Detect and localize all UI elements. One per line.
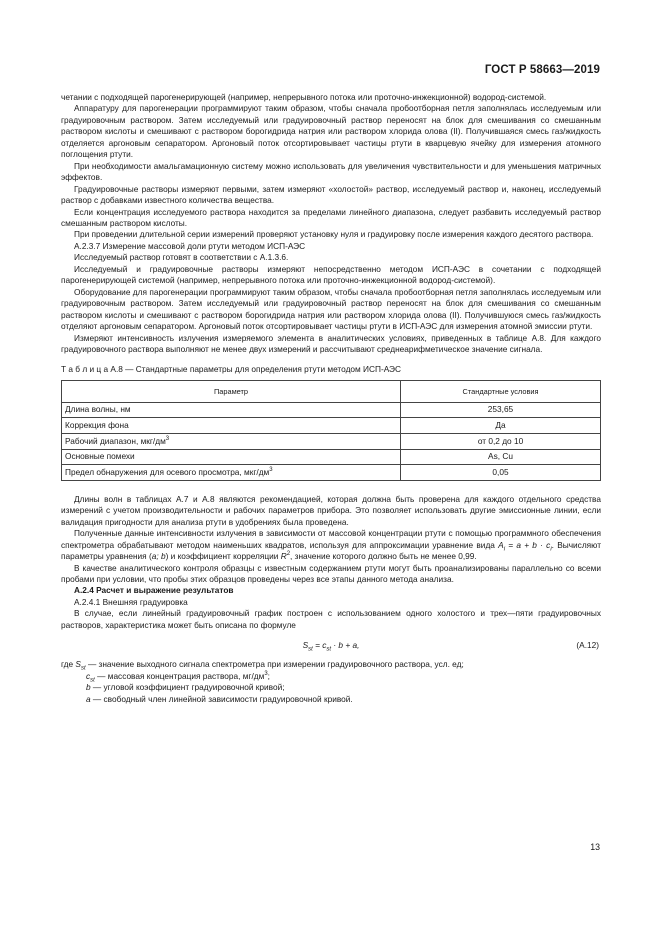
text-run: . Вычисляют параметры уравнения ( [61,539,601,562]
formula-var: S [302,640,309,651]
column-header-parameter: Параметр [62,380,401,402]
text-run: — угловой коэффициент градуировочной кривой; [90,682,285,693]
paragraph: В случае, если линейный градуировочный график построен с использованием одного холостого и трех—пяти градуировочных растворов, характеристика может быть описана по формуле [61,608,601,630]
formula-var: = c [312,640,327,651]
section-heading: А.2.3.7 Измерение массовой доли ртути методом ИСП-АЭС [74,240,306,251]
definition [61,659,601,670]
paragraph: При проведении длительной серии измерений проверяют установку нуля и градуировку после измерения каждого десятого раствора. [74,229,594,240]
parameter-cell [62,465,401,481]
paragraph: Исследуемый раствор готовят в соответствии с А.1.3.6. [74,252,289,263]
formula-expression [61,640,601,651]
definition-sub: st [80,665,86,672]
parameter-cell [62,434,401,450]
table-row [62,402,601,418]
paragraph: Градуировочные растворы измеряют первыми, затем измеряют «холостой» раствор, исследуемый раствор и, наконец, исследуемый раствор с добавками известного количества вещества. [61,183,601,206]
value-cell: Да [401,418,601,434]
parameters-table [61,380,601,481]
formula-sub: st [308,646,313,653]
standard-header: ГОСТ Р 58663—2019 [484,64,600,76]
formula-a12 [61,637,601,659]
definition-var: b [86,682,91,693]
parameter-text: Предел обнаружения для осевого просмотра, мкг/дм [65,466,270,477]
unit-superscript: 3 [165,435,170,442]
section-heading: А.2.4 Расчет и выражение результатов [74,585,234,596]
parameter-cell: Основные помехи [62,449,401,465]
page-number: 13 [590,842,600,852]
page-content [61,92,601,705]
table-caption [61,364,601,375]
equation-params: a; b [151,551,166,562]
paragraph: Если концентрация исследуемого раствора находится за пределами линейного диапазона, следует разбавить исследуемый раствор смешанным раствором кислоты. [61,206,601,228]
correlation-var: R [280,551,287,562]
parameter-cell: Коррекция фона [62,418,401,434]
paragraph [61,528,601,562]
parameter-text: Рабочий диапазон, мкг/дм [65,435,166,446]
definition [61,694,601,705]
equation-rest: = a + b · c [505,539,551,550]
subsection-heading: А.2.4.1 Внешняя градуировка [74,596,188,607]
text-run: — значение выходного сигнала спектрометра при измерении градуировочного раствора, усл. ед; [85,659,464,670]
paragraph: Аппаратуру для парогенерации программируют таким образом, чтобы сначала пробоотборная петля заполнялась исследуемым или градуировочным раствором. Затем исследуемый или градуировочный раствор переносят на блок для смешивания со смешанным раствором кислоты и смешивают с раствором борогидрида натрия или раствором хлорида олова (II). Получившаяся смесь газ/жидкость отделяется аргоновым сепаратором. Аргоновый поток отсортировывает частицы ртути в кварцевую ячейку для измерения атомного поглощения ртути. [61,103,601,160]
equation-sub: i [503,546,506,553]
table-row [62,418,601,434]
equation-sub: i [550,546,552,553]
value-cell: от 0,2 до 10 [401,434,601,450]
text-run: ; [267,670,270,681]
definition-var: S [75,659,81,670]
paragraph: Исследуемый и градуировочные растворы измеряют непосредственно методом ИСП-АЭС в сочетании с подходящей парогенерирующей системой (например, непрерывного потока или проточно-инжекционной водород-системой). [61,263,601,286]
equation-var: A [498,539,504,550]
value-cell: 253,65 [401,402,601,418]
paragraph: При необходимости амальгамационную систему можно использовать для увеличения чувствительности и для уменьшения матричных эффектов. [61,160,601,183]
value-cell: As, Cu [401,449,601,465]
table-row [62,434,601,450]
text-run: ) и коэффициент корреляции [165,551,281,562]
table-row [62,449,601,465]
definition [61,682,601,693]
formula-var: · b + a, [331,640,360,651]
value-cell: 0,05 [401,465,601,481]
column-header-conditions: Стандартные условия [401,380,601,402]
definition [61,671,601,682]
parameter-cell: Длина волны, нм [62,402,401,418]
paragraph: Измеряют интенсивность излучения измеряемого элемента в аналитических условиях, приведенных в таблице А.8. Для каждого градуировочного раствора выполняют не менее двух измерений и рассчитывают среднеарифметическое значение сигнала. [61,332,601,354]
paragraph: Длины волн в таблицах А.7 и А.8 являются рекомендацией, которая должна быть проверена для каждого отдельного средства измерений с учетом производительности и рабочих параметров прибора. Это позволяет использовать другие эмиссионные линии, если валидация пригодности для анализа ртути в удобрениях была проведена. [61,493,601,527]
table-header-row [62,380,601,402]
correlation-sup: 2 [286,551,291,558]
unit-superscript: 3 [269,467,273,474]
text-run: Полученные данные интенсивности излучения в зависимости от массовой концентрации ртути с помощью программного обеспечения спектрометра обрабатывают методом наименьших квадратов, используя для аппроксимации уравнение вида [61,528,601,550]
definition-var: a [86,693,91,704]
definition-var: c [86,670,91,681]
paragraph: четании с подходящей парогенерирующей (например, непрерывного потока или проточно-инжекционной) водород-системой. [61,92,547,102]
paragraph: В качестве аналитического контроля образцы с известным содержанием ртути могут быть проанализированы параллельно со всеми пробами при условии, что пробы этих образцов проведены через все этапы данного метода анализа. [61,562,601,585]
formula-number: (А.12) [576,640,599,651]
paragraph: Оборудование для парогенерации программируют таким образом, чтобы сначала пробоотборная петля заполнялась исследуемым или градуировочным раствором. Затем исследуемый или градуировочный раствор переносят на блок для смешивания со смешанным раствором кислоты и смешивают с раствором борогидрида натрия или раствором хлорида олова (II). Получившуюся смесь газ/жидкость отделяют аргоновым сепаратором. Аргоновый поток отсортировывает частицы ртути в ИСП-АЭС для измерения атомной эмиссии ртути. [61,286,601,332]
table-row [62,465,601,481]
text-run: — массовая концентрация раствора, мг/дм [94,670,265,681]
formula-sub: st [326,646,332,653]
text-run: , значение которого должно быть не менее 0,99. [290,551,477,562]
unit-superscript: 3 [264,670,268,677]
text-run: где [61,659,76,670]
definition-sub: st [90,677,95,684]
text-run: — свободный член линейной зависимости градуировочной кривой. [90,693,353,704]
table-caption-prefix: Т а б л и ц а [61,364,109,375]
table-caption-text: А.8 — Стандартные параметры для определения ртути методом ИСП-АЭС [108,364,402,375]
